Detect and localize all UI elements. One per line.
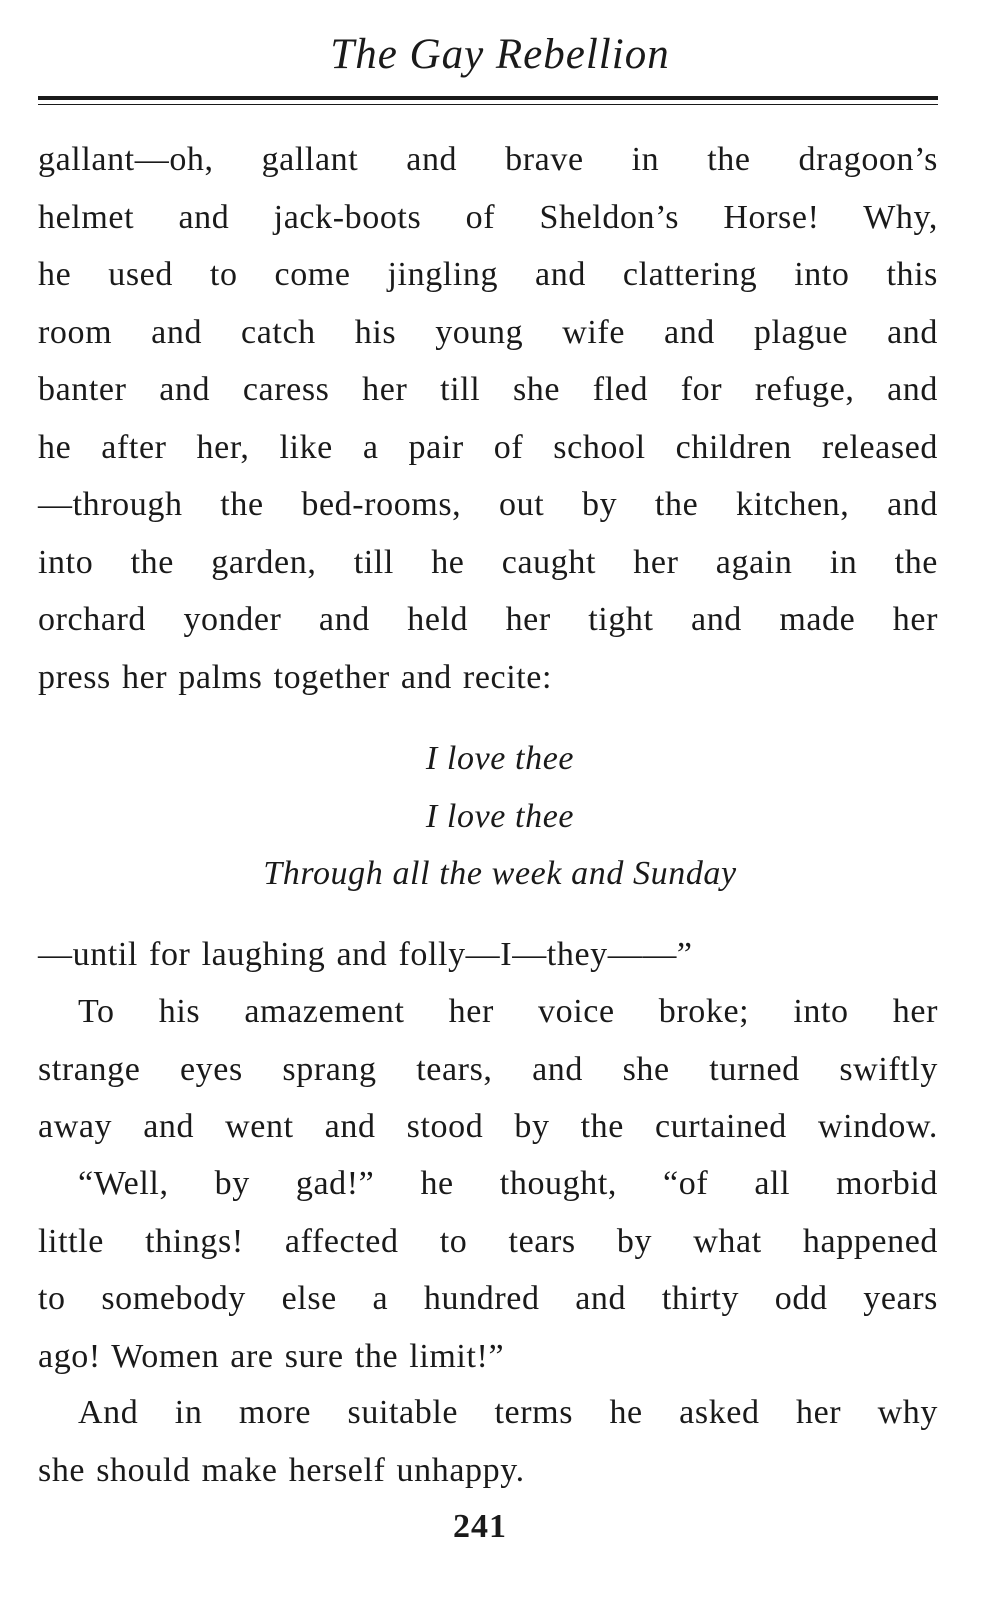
text-line: ago! Women are sure the limit!”: [38, 1337, 505, 1375]
verse-block: [0, 730, 1000, 903]
verse-line: Through all the week and Sunday: [263, 855, 737, 892]
text-line: To his amazement her voice broke; into her: [78, 993, 938, 1030]
text-line: orchard yonder and held her tight and made her: [38, 601, 938, 638]
text-line: room and catch his young wife and plague and: [38, 313, 938, 351]
text-line: she should make herself unhappy.: [38, 1451, 525, 1489]
text-line: banter and caress her till she fled for refuge, and: [38, 371, 938, 408]
paragraph-1: [38, 131, 938, 706]
text-line: gallant—oh, gallant and brave in the dragoon’s: [38, 141, 938, 178]
paragraph-3: [38, 983, 938, 1156]
text-line: And in more suitable terms he asked her why: [78, 1394, 938, 1431]
paragraph-5: [38, 1384, 938, 1499]
text-line: —until for laughing and folly—I—they——”: [38, 936, 693, 973]
verse-line: I love thee: [425, 797, 575, 835]
running-head: The Gay Rebellion: [330, 31, 670, 78]
paragraph-4: [38, 1155, 938, 1385]
text-line: into the garden, till he caught her again in the: [38, 543, 938, 581]
text-line: helmet and jack-boots of Sheldon’s Horse! Why,: [38, 198, 938, 236]
text-line: to somebody else a hundred and thirty odd years: [38, 1280, 938, 1317]
text-line: little things! affected to tears by what happened: [38, 1222, 938, 1260]
text-line: press her palms together and recite:: [38, 658, 553, 696]
text-line: he after her, like a pair of school children released: [38, 428, 938, 466]
header-rule-thick: [38, 96, 938, 100]
page-number: 241: [453, 1508, 507, 1545]
text-line: he used to come jingling and clattering into this: [38, 256, 938, 293]
text-line: —through the bed-rooms, out by the kitchen, and: [38, 486, 938, 523]
header-rule-thin: [38, 104, 938, 105]
text-line: strange eyes sprang tears, and she turned swiftly: [38, 1050, 938, 1088]
text-line: away and went and stood by the curtained window.: [38, 1108, 938, 1145]
text-line: “Well, by gad!” he thought, “of all morbid: [78, 1165, 938, 1202]
paragraph-2: [38, 926, 938, 984]
verse-line: I love thee: [425, 740, 575, 777]
